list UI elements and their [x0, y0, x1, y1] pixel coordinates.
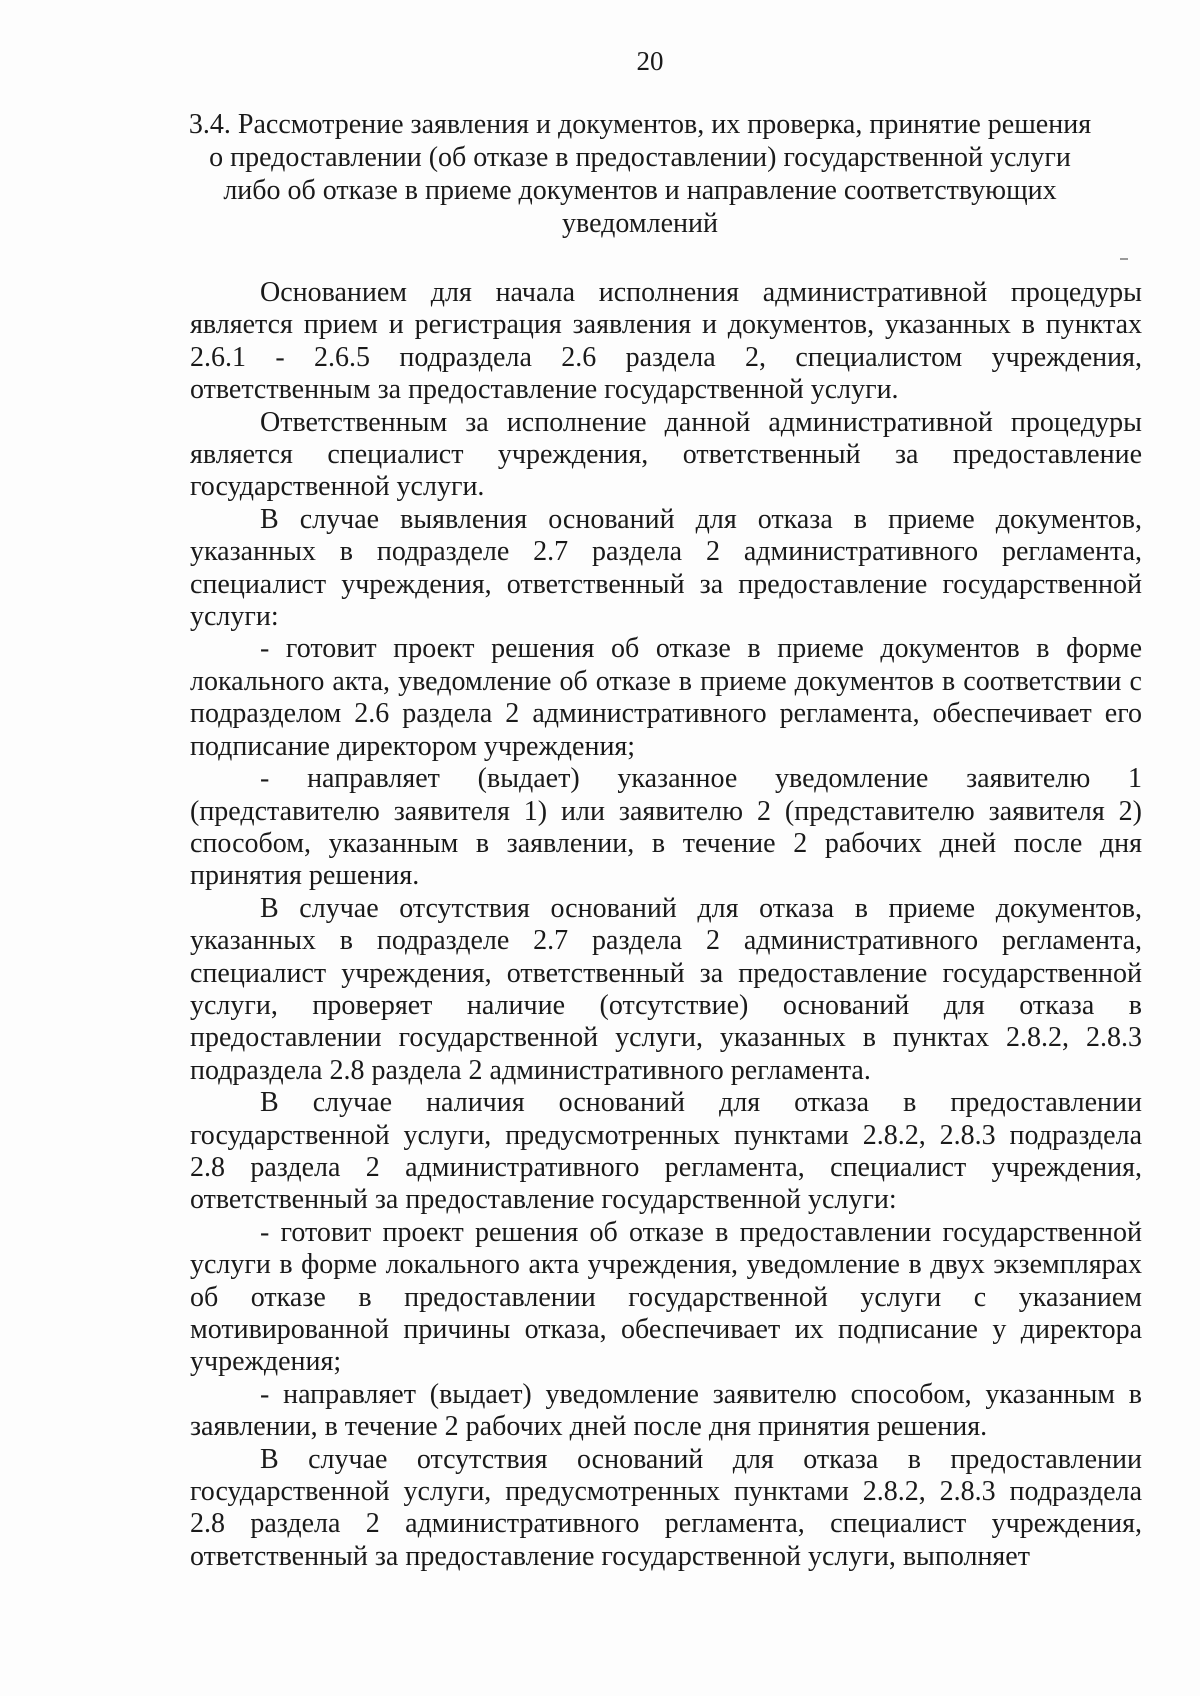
document-body	[190, 277, 1142, 1573]
section-heading: 3.4. Рассмотрение заявления и документов, их проверка, принятие решения о предоставлении (об отказе в предоставлении) государственной услуги либо об отказе в приеме документов и направление соответствующих уведомлений	[188, 109, 1092, 239]
page-number: 20	[636, 46, 664, 76]
list-item: - готовит проект решения об отказе в предоставлении государственной услуги в форме локального акта учреждения, уведомление в двух экземплярах об отказе в предоставлении государственной услуги с указанием мотивированной причины отказа, обеспечивает их подписание у директора учреждения;	[190, 1216, 1142, 1378]
paragraph: В случае выявления оснований для отказа в приеме документов, указанных в подразделе 2.7 раздела 2 административного регламента, специалист учреждения, ответственный за предоставление государственной услуги:	[190, 503, 1142, 633]
list-item: - готовит проект решения об отказе в приеме документов в форме локального акта, уведомление об отказе в приеме документов в соответствии с подразделом 2.6 раздела 2 административного регламента, обеспечивает его подписание директором учреждения;	[190, 633, 1142, 762]
scan-speck	[1120, 258, 1128, 260]
list-item: - направляет (выдает) указанное уведомление заявителю 1 (представителю заявителя 1) или заявителю 2 (представителю заявителя 2) способом, указанным в заявлении, в течение 2 рабочих дней после дня принятия решения.	[190, 763, 1142, 892]
list-item: - направляет (выдает) уведомление заявителю способом, указанным в заявлении, в течение 2 рабочих дней после дня принятия решения.	[190, 1378, 1142, 1443]
paragraph: В случае отсутствия оснований для отказа в предоставлении государственной услуги, предусмотренных пунктами 2.8.2, 2.8.3 подраздела 2.8 раздела 2 административного регламента, специалист учреждения, ответственный за предоставление государственной услуги, выполняет	[190, 1443, 1142, 1572]
paragraph: Ответственным за исполнение данной административной процедуры является специалист учреждения, ответственный за предоставление государственной услуги.	[190, 406, 1142, 503]
paragraph: В случае наличия оснований для отказа в предоставлении государственной услуги, предусмотренных пунктами 2.8.2, 2.8.3 подраздела 2.8 раздела 2 административного регламента, специалист учреждения, ответственный за предоставление государственной услуги:	[190, 1087, 1142, 1216]
paragraph: В случае отсутствия оснований для отказа в приеме документов, указанных в подразделе 2.7 раздела 2 административного регламента, специалист учреждения, ответственный за предоставление государственной услуги, проверяет наличие (отсутствие) оснований для отказа в предоставлении государственной услуги, указанных в пунктах 2.8.2, 2.8.3 подраздела 2.8 раздела 2 административного регламента.	[190, 892, 1142, 1086]
paragraph: Основанием для начала исполнения административной процедуры является прием и регистрация заявления и документов, указанных в пунктах 2.6.1 - 2.6.5 подраздела 2.6 раздела 2, специалистом учреждения, ответственным за предоставление государственной услуги.	[190, 277, 1142, 406]
